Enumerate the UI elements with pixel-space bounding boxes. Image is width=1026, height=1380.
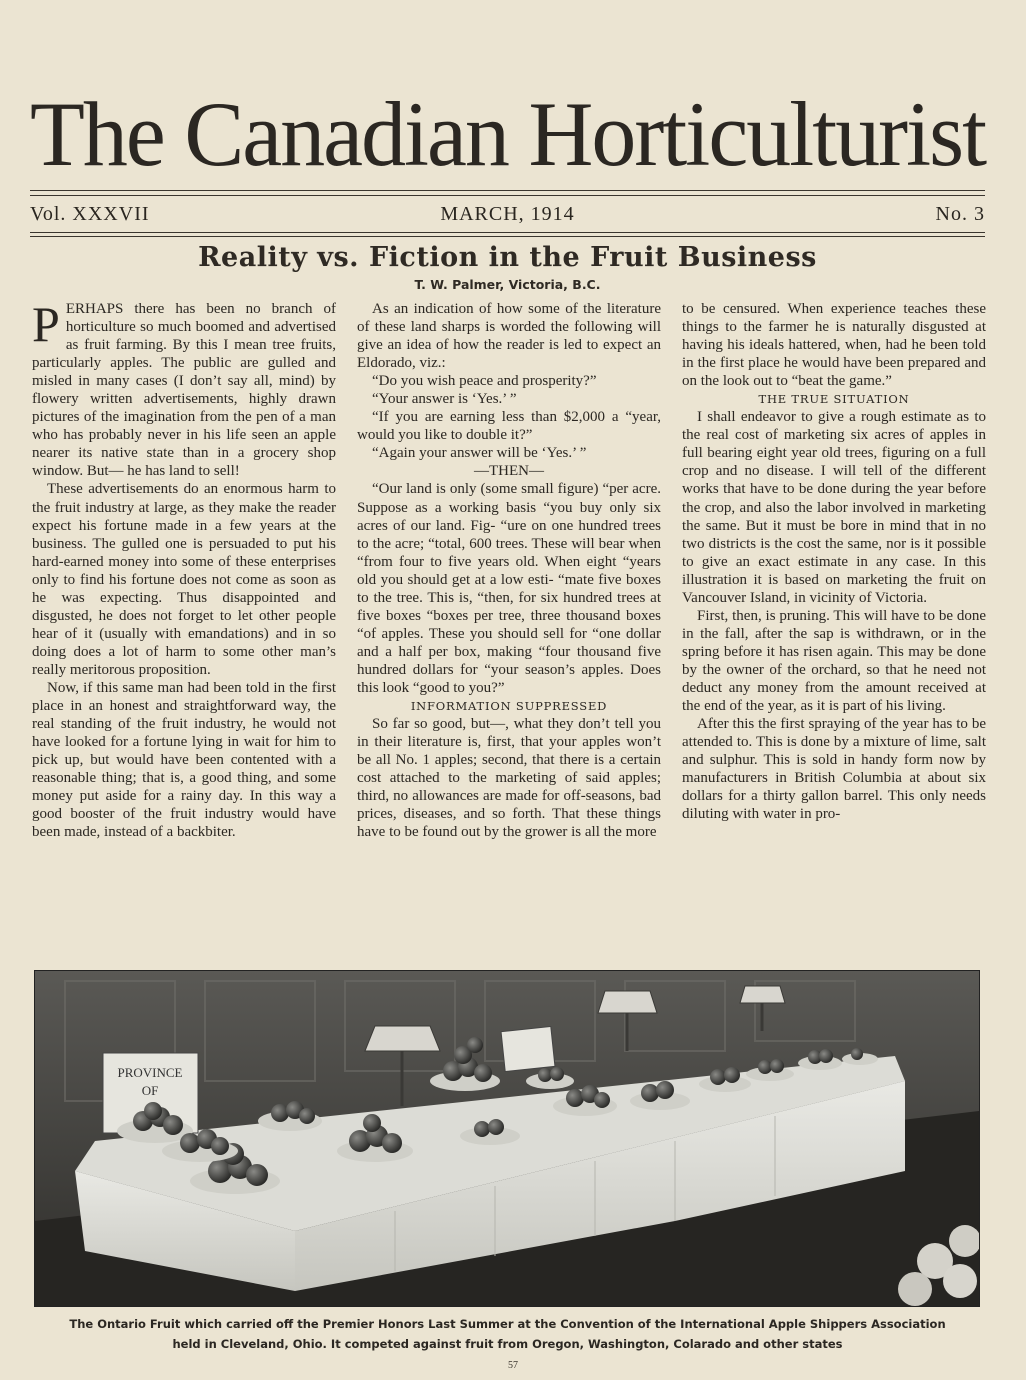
quote-line: “Do you wish peace and prosperity?”	[372, 373, 597, 390]
issue-rule-outer	[30, 236, 985, 237]
paragraph: So far so good, but—, what they don’t tell you in their literature is, first, that your apples won’t be all No. 1 apples; second, that there is a certain cost attached to the marketing of said apples; third, no allowances are made for off-seasons, bad prices, diseases, and so forth. That these things have to be found out by the grower is all the more	[357, 716, 661, 841]
paragraph-text: ERHAPS there has been no branch of horticulture so much boomed and advertised as fruit farming. By this I mean tree fruits, particularly apples. The public are gulled and misled in many cases (I don’t say all, mind) by flowery written advertisements, highly drawn pictures of the imagination from the pen of a man who has probably never in his life seen an apple nearer its native state than in a grocery shop window. But— he has land to sell!	[32, 301, 336, 480]
quote-line: “Your answer is ‘Yes.’ ”	[372, 391, 517, 408]
quote-line: “Again your answer will be ‘Yes.’ ”	[372, 445, 587, 462]
masthead-rule-top-inner	[30, 195, 985, 196]
paragraph: Now, if this same man had been told in the first place in an honest and straightforward way, the real standing of the fruit industry, he would not have looked for a fortune lying in wait for him to pick up, but would have been contented with a reasonable thing; that is, a good thing, and some money put aside for a rainy day. In this way a good booster of the fruit industry would have been made, instead of a backbiter.	[32, 679, 336, 841]
article-column-3	[682, 300, 986, 960]
issue-date: MARCH, 1914	[440, 203, 575, 225]
page-number: 57	[508, 1360, 518, 1371]
paragraph: First, then, is pruning. This will have to be done in the fall, after the sap is withdrawn, or in the spring before it has risen again. This may be done by the owner of the orchard, so that he need not deduct any money from the amount received at the end of the year, as it is part of his living.	[682, 607, 986, 715]
paragraph	[32, 300, 336, 480]
issue-number: No. 3	[935, 203, 985, 225]
issue-rule	[30, 232, 985, 233]
quote-paragraph: “Our land is only (some small figure) “per acre. Suppose as a working basis “you buy only six acres of our land. Fig- “ure on one hundred trees to the acre; “total, 600 trees. These will bear when “from four to five years old. When eight “years old you should get at a low esti- “mate five boxes to the tree. This is, “then, for six hundred trees at five boxes “boxes per tree, three thousand boxes “of apples. These you should sell for “one dollar and a half per box, making “four thousand five hundred dollars for “your season’s apples. Does this look “good to you?”	[357, 481, 661, 696]
paragraph: As an indication of how some of the literature of these land sharps is worded the following will give an idea of how the reader is led to expect an Eldorado, viz.:	[357, 301, 661, 372]
issue-info-row	[30, 203, 985, 231]
drop-cap: P	[32, 300, 60, 352]
then-divider: —THEN—	[474, 463, 544, 480]
paragraph: These advertisements do an enormous harm to the fruit industry at large, as they make the reader expect his fortune made in a few years at the business. The gulled one is persuaded to put his hard-earned money into some of these enterprises only to find his fortune does not come as soon as he was expecting. Thus disappointed and disgusted, he does not forget to let other people hear of it (usually with emandations) and in so doing does a lot of harm to some other man’s really meritorous proposition.	[32, 481, 336, 678]
article-byline: T. W. Palmer, Victoria, B.C.	[414, 277, 601, 292]
photo-sign-large: PROVINCE	[117, 1065, 183, 1080]
caption-line-1: The Ontario Fruit which carried off the Premier Honors Last Summer at the Convention of the International Apple Shippers Association	[69, 1317, 946, 1331]
quote-line: “If you are earning less than $2,000 a “year, would you like to double it?”	[357, 409, 661, 444]
masthead-rule-top	[30, 190, 985, 191]
article-column-1	[32, 300, 336, 960]
paragraph: I shall endeavor to give a rough estimate as to the real cost of marketing six acres of apples in full bearing eight year old trees, figuring on a full crop and no disease. I will tell of the different works that have to be done during the year before the crop, and also the labor involved in marketing the same. But it must be bore in mind that in no two districts is the cost the same, nor is it possible to give an exact estimate in any case. In this illustration it is based on marketing the fruit on Vancouver Island, in vicinity of Victoria.	[682, 409, 986, 606]
svg-text:OF: OF	[141, 1083, 159, 1098]
photo-caption	[30, 1314, 985, 1354]
paragraph: After this the first spraying of the year has to be attended to. This is done by a mixture of lime, salt and sulphur. This is sold in handy form now by manufacturers in British Columbia at about six dollars for a thirty gallon barrel. This only needs diluting with water in pro-	[682, 716, 986, 823]
section-subhead: THE TRUE SITUATION	[758, 392, 910, 407]
volume-label: Vol. XXXVII	[30, 203, 150, 225]
article-column-2	[357, 300, 661, 960]
photo-illustration	[35, 971, 979, 1306]
fruit-display-photo	[34, 970, 980, 1307]
article-headline: Reality vs. Fiction in the Fruit Business	[198, 242, 817, 273]
paragraph: to be censured. When experience teaches these things to the farmer he is naturally disgusted at having his ideals hattered, when, had he been told in the first place he would have been prepared and on the look out to “beat the game.”	[682, 301, 986, 390]
caption-line-2: held in Cleveland, Ohio. It competed against fruit from Oregon, Washington, Colarado and other states	[172, 1337, 843, 1351]
section-subhead: INFORMATION SUPPRESSED	[410, 699, 608, 714]
masthead-title: The Canadian Horticulturist	[30, 83, 986, 185]
